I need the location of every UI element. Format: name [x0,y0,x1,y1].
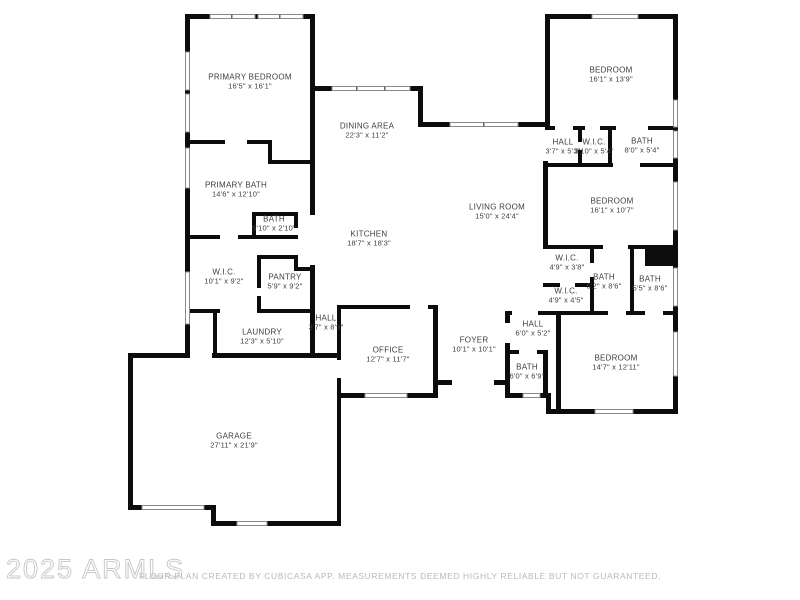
room-label-garage: GARAGE 27'11" x 21'9" [210,431,258,450]
room-label-laundry: LAUNDRY 12'3" x 5'10" [240,327,284,346]
built-in-feature [645,245,673,266]
room-label-bath-lower-right: BATH 6'0" x 6'9" [509,362,545,381]
room-label-wic-mid-upper: W.I.C. 4'9" x 3'8" [549,253,585,272]
room-label-bath-mid-right: BATH 5'5" x 8'6" [632,274,668,293]
room-label-bath-top-right: BATH 8'0" x 5'4" [624,136,660,155]
room-label-bedroom-top-right: BEDROOM 16'1" x 13'9" [589,65,633,84]
room-label-bedroom-mid-right: BEDROOM 16'1" x 10'7" [590,196,634,215]
armls-watermark: 2025 ARMLS [6,554,186,584]
room-label-wic-mid-lower: W.I.C. 4'9" x 4'5" [548,286,584,305]
room-label-bedroom-bottom-right: BEDROOM 14'7" x 12'11" [592,353,640,372]
room-label-hall-left: HALL 3'7" x 8'9" [308,313,344,332]
room-label-dining-area: DINING AREA 22'3" x 11'2" [339,121,395,140]
room-label-primary-bedroom: PRIMARY BEDROOM 16'5" x 16'1" [208,72,292,91]
room-label-bath-small: BATH 5'10" x 2'10" [252,214,296,233]
room-label-hall-lower-right: HALL 6'0" x 5'2" [515,319,551,338]
room-label-foyer: FOYER 10'1" x 10'1" [452,335,496,354]
room-label-kitchen: KITCHEN 18'7" x 18'3" [347,229,391,248]
room-label-pantry: PANTRY 5'9" x 9'2" [267,272,303,291]
room-label-wic-top-right: W.I.C. 3'10" x 5'4" [574,137,614,156]
room-label-living-room: LIVING ROOM 15'0" x 24'4" [468,202,526,221]
room-label-bath-mid-left: BATH 5'2" x 8'6" [586,272,622,291]
room-label-primary-bath: PRIMARY BATH 14'6" x 12'10" [204,180,268,199]
room-label-hall-top-right: HALL 3'7" x 5'3" [545,137,581,156]
room-label-office: OFFICE 12'7" x 11'7" [366,345,410,364]
disclaimer-text: FLOOR PLAN CREATED BY CUBICASA APP. MEASUREMENTS DEEMED HIGHLY RELIABLE BUT NOT GUARANTEED. [138,571,662,581]
room-label-wic-left: W.I.C. 10'1" x 9'2" [204,267,244,286]
